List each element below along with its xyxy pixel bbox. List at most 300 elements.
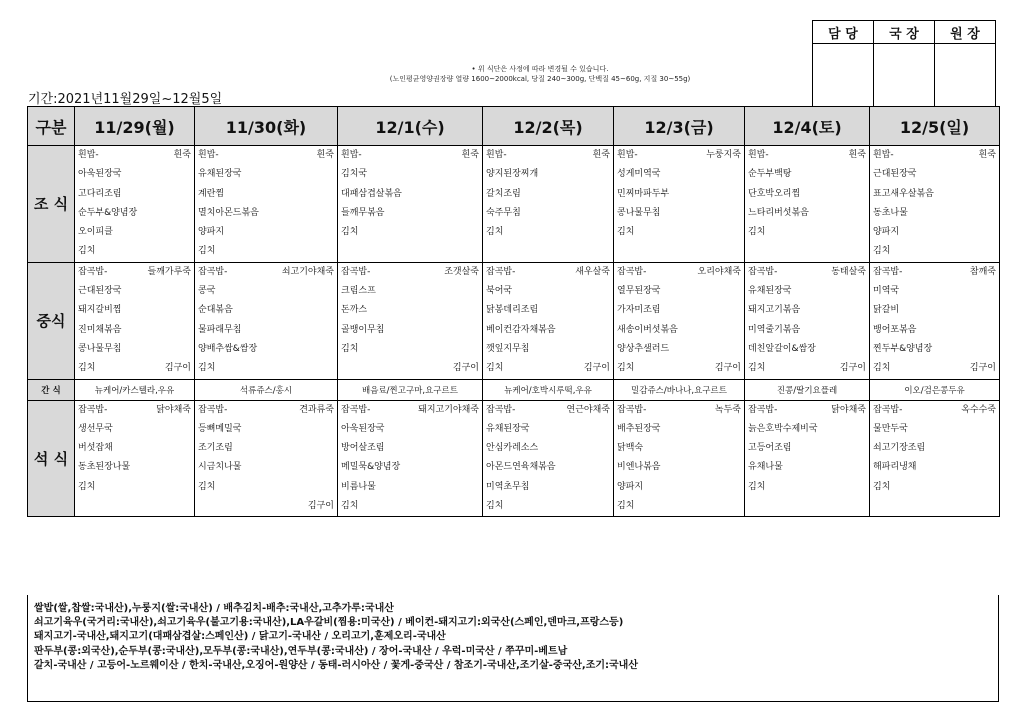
approval-box (812, 20, 996, 107)
menu-item: 잡곡밥- (617, 266, 647, 277)
menu-cell (338, 262, 483, 379)
menu-line (870, 204, 999, 223)
menu-item: 성게미역국 (617, 169, 661, 180)
menu-line (195, 301, 337, 320)
menu-cell (75, 400, 195, 517)
menu-line (614, 146, 744, 165)
menu-item: 데친알갈이&쌈장 (748, 343, 816, 354)
menu-item: 고다리조림 (78, 188, 122, 199)
menu-line (75, 301, 194, 320)
menu-item: 김치 (341, 227, 359, 238)
menu-item-side: 녹두죽 (714, 404, 741, 415)
meal-row (28, 262, 1000, 379)
menu-line (745, 359, 869, 378)
menu-item: 양파지 (617, 481, 644, 492)
menu-item: 물만두국 (873, 423, 908, 434)
menu-item: 근대된장국 (873, 169, 917, 180)
menu-line (483, 478, 613, 497)
menu-line (338, 282, 482, 301)
menu-line (614, 223, 744, 242)
menu-line (75, 282, 194, 301)
menu-item-side: 흰죽 (316, 150, 334, 160)
menu-line (483, 223, 613, 242)
menu-line (483, 340, 613, 359)
menu-item: 고등어조림 (748, 443, 792, 454)
menu-item: 잡곡밥- (486, 404, 516, 415)
menu-item: 김치 (748, 363, 766, 374)
menu-item: 유채된장국 (748, 286, 792, 297)
menu-line (870, 146, 999, 165)
menu-item-side: 김구이 (714, 363, 741, 374)
menu-cell (745, 146, 870, 263)
menu-line (870, 223, 999, 242)
meal-label: 간 식 (28, 379, 75, 400)
menu-line (195, 497, 337, 516)
menu-item: 배추된장국 (617, 423, 661, 434)
menu-line (195, 223, 337, 242)
menu-item-side: 흰죽 (461, 150, 479, 160)
menu-item: 김치 (198, 481, 216, 492)
origin-line: 쌀밥(쌀,찹쌀:국내산),누룽지(쌀:국내산) / 배추김치-배추:국내산,고추가루:국내산 (34, 603, 394, 614)
menu-item: 미역국 (873, 286, 900, 297)
menu-line (338, 420, 482, 439)
meal-label: 중식 (28, 262, 75, 379)
period-label: 기간:2021년11월29일~12월5일 (28, 92, 223, 107)
menu-item: 새송이버섯볶음 (617, 324, 678, 335)
menu-line (195, 242, 337, 261)
menu-line (614, 185, 744, 204)
menu-item: 시금치나물 (198, 462, 242, 473)
menu-item: 느타리버섯볶음 (748, 207, 809, 218)
menu-item: 잡곡밥- (748, 404, 778, 415)
menu-item: 숙주무침 (486, 207, 521, 218)
menu-cell (195, 262, 338, 379)
menu-item: 깻잎지무침 (486, 343, 530, 354)
menu-line (870, 340, 999, 359)
menu-item: 유채된장국 (486, 423, 530, 434)
menu-item: 갈치조림 (486, 188, 521, 199)
menu-item-side: 김구이 (839, 363, 866, 374)
sign-cell (935, 44, 996, 107)
menu-line (75, 420, 194, 439)
day-header: 12/2(목) (483, 107, 614, 146)
menu-line (483, 301, 613, 320)
menu-item-side: 흰죽 (848, 150, 866, 160)
menu-item: 닭갈비 (873, 305, 900, 316)
meal-row (28, 400, 1000, 517)
menu-item: 흰밥- (873, 150, 894, 160)
menu-item: 가자미조림 (617, 305, 661, 316)
menu-line (870, 263, 999, 282)
menu-item-side: 조갯살죽 (444, 266, 479, 277)
menu-item: 순두부&양념장 (78, 207, 138, 218)
menu-line (195, 359, 337, 378)
menu-item: 김치 (617, 227, 635, 238)
menu-line (870, 301, 999, 320)
menu-cell (483, 146, 614, 263)
menu-line (614, 165, 744, 184)
menu-line (483, 146, 613, 165)
menu-line (483, 185, 613, 204)
menu-line (614, 321, 744, 340)
meal-label: 석 식 (28, 400, 75, 517)
menu-cell (483, 262, 614, 379)
menu-line (483, 401, 613, 420)
menu-item: 김치 (198, 246, 216, 257)
menu-item: 방어살조림 (341, 443, 385, 454)
menu-line (745, 340, 869, 359)
origin-line: 갈치-국내산 / 고등어-노르웨이산 / 한치-국내산,오징어-원양산 / 동태-러시아산 / 꽃게-중국산 / 참조기-국내산,조기살-중국산,조기:국내산 (34, 659, 638, 671)
menu-line (614, 282, 744, 301)
meal-row (28, 146, 1000, 263)
menu-line (75, 165, 194, 184)
menu-line (745, 263, 869, 282)
menu-line (195, 420, 337, 439)
menu-line (338, 340, 482, 359)
menu-line (614, 401, 744, 420)
menu-line (870, 185, 999, 204)
menu-item: 베이컨감자채볶음 (486, 324, 556, 335)
menu-line (75, 146, 194, 165)
menu-cell (614, 400, 745, 517)
menu-line (195, 458, 337, 477)
menu-line (338, 165, 482, 184)
menu-item: 잡곡밥- (198, 404, 228, 415)
menu-item: 등뼈메밀국 (198, 423, 242, 434)
menu-item: 김치 (748, 227, 766, 238)
menu-item: 양파지 (198, 227, 225, 238)
sign-cell (874, 44, 935, 107)
menu-line (870, 242, 999, 261)
menu-item: 김치 (617, 501, 635, 512)
menu-line (614, 420, 744, 439)
menu-line (338, 204, 482, 223)
snack-cell: 배음료/찐고구마,요구르트 (338, 379, 483, 400)
menu-line (75, 458, 194, 477)
menu-item: 김치 (617, 363, 635, 374)
day-header: 12/1(수) (338, 107, 483, 146)
menu-cell (870, 146, 1000, 263)
menu-item: 콩나물무침 (617, 207, 661, 218)
menu-item-side: 견과류죽 (299, 404, 334, 415)
menu-line (745, 282, 869, 301)
menu-item: 김치 (78, 363, 96, 374)
menu-item-side: 닭야채죽 (156, 404, 191, 415)
menu-line (75, 478, 194, 497)
menu-line (195, 340, 337, 359)
menu-line (870, 321, 999, 340)
menu-item: 김치국 (341, 169, 368, 180)
menu-item: 김치 (873, 481, 891, 492)
menu-item: 골뱅이무침 (341, 324, 385, 335)
day-header: 11/30(화) (195, 107, 338, 146)
menu-item-side: 동태살죽 (831, 266, 866, 277)
menu-line (483, 204, 613, 223)
menu-item-side: 김구이 (583, 363, 610, 374)
menu-line (195, 165, 337, 184)
approval-manager: 담 당 (813, 21, 874, 44)
menu-cell (75, 146, 195, 263)
snack-row (28, 379, 1000, 400)
menu-item-side: 쇠고기야채죽 (281, 266, 334, 277)
menu-line (75, 497, 194, 516)
menu-line (338, 439, 482, 458)
menu-item: 표고새우살볶음 (873, 188, 934, 199)
menu-line (338, 263, 482, 282)
menu-line (870, 165, 999, 184)
menu-item: 김치 (748, 481, 766, 492)
menu-item: 비름나물 (341, 481, 376, 492)
menu-line (614, 497, 744, 516)
menu-item: 잡곡밥- (486, 266, 516, 277)
menu-item: 아욱된장국 (78, 169, 122, 180)
menu-line (483, 359, 613, 378)
menu-item-side: 김구이 (164, 363, 191, 374)
menu-line (195, 263, 337, 282)
menu-line (195, 478, 337, 497)
menu-line (75, 340, 194, 359)
menu-item: 민찌마파두부 (617, 188, 670, 199)
menu-item: 유채된장국 (198, 169, 242, 180)
menu-item: 아몬드연육채볶음 (486, 462, 556, 473)
menu-item-side: 연근야채죽 (566, 404, 610, 415)
menu-item: 비엔나볶음 (617, 462, 661, 473)
menu-line (745, 497, 869, 516)
menu-item: 메밀묵&양념장 (341, 462, 401, 473)
menu-line (75, 401, 194, 420)
menu-item: 열무된장국 (617, 286, 661, 297)
header-label: 구분 (28, 107, 75, 146)
menu-line (614, 340, 744, 359)
menu-line (745, 204, 869, 223)
menu-cell (338, 146, 483, 263)
menu-item-side: 누룽지죽 (706, 150, 741, 160)
menu-line (745, 223, 869, 242)
menu-item: 찐두부&양념장 (873, 343, 933, 354)
menu-line (745, 301, 869, 320)
menu-cell (338, 400, 483, 517)
menu-item: 김치 (486, 501, 504, 512)
menu-cell (75, 262, 195, 379)
menu-line (195, 439, 337, 458)
menu-item: 물파래무침 (198, 324, 242, 335)
menu-line (195, 401, 337, 420)
menu-cell (483, 400, 614, 517)
menu-line (195, 204, 337, 223)
menu-item: 동초나물 (873, 207, 908, 218)
menu-item: 해파리냉채 (873, 462, 917, 473)
menu-item-side: 돼지고기야채죽 (418, 404, 479, 415)
menu-line (483, 321, 613, 340)
menu-line (483, 497, 613, 516)
menu-line (75, 321, 194, 340)
menu-cell (745, 262, 870, 379)
menu-line (870, 282, 999, 301)
menu-item: 잡곡밥- (341, 404, 371, 415)
menu-line (745, 185, 869, 204)
menu-line (338, 478, 482, 497)
snack-cell: 뉴케어/호박시루떡,우유 (483, 379, 614, 400)
menu-item: 계란찜 (198, 188, 225, 199)
menu-line (614, 478, 744, 497)
menu-item: 잡곡밥- (873, 404, 903, 415)
menu-line (614, 204, 744, 223)
menu-item: 진미채볶음 (78, 324, 122, 335)
menu-item: 잡곡밥- (341, 266, 371, 277)
menu-cell (870, 400, 1000, 517)
menu-item: 잡곡밥- (78, 404, 108, 415)
menu-line (483, 439, 613, 458)
menu-line (195, 185, 337, 204)
menu-cell (614, 262, 745, 379)
menu-item-side: 흰죽 (978, 150, 996, 160)
menu-item-side: 오리야채죽 (697, 266, 741, 277)
menu-item: 잡곡밥- (873, 266, 903, 277)
menu-item: 콩나물무침 (78, 343, 122, 354)
snack-cell: 진콩/딸기요플레 (745, 379, 870, 400)
menu-item: 흰밥- (617, 150, 638, 160)
menu-line (745, 401, 869, 420)
menu-item: 양상추샐러드 (617, 343, 670, 354)
menu-cell (195, 400, 338, 517)
menu-item: 순두부백탕 (748, 169, 792, 180)
menu-item: 뱅어포볶음 (873, 324, 917, 335)
menu-item: 버섯잡채 (78, 443, 113, 454)
menu-line (338, 146, 482, 165)
menu-item: 돼지갈비찜 (78, 305, 122, 316)
menu-item: 김치 (486, 227, 504, 238)
menu-item: 멸치아몬드볶음 (198, 207, 259, 218)
menu-item: 대패삼겹살볶음 (341, 188, 402, 199)
menu-item: 동초된장나물 (78, 462, 131, 473)
menu-line (870, 497, 999, 516)
menu-item: 늙은호박수제비국 (748, 423, 818, 434)
menu-line (75, 439, 194, 458)
menu-item: 잡곡밥- (198, 266, 228, 277)
menu-line (75, 204, 194, 223)
snack-cell: 밀감쥬스/바나나,요구르트 (614, 379, 745, 400)
menu-line (870, 359, 999, 378)
menu-item: 김치 (78, 481, 96, 492)
menu-line (338, 301, 482, 320)
menu-item: 단호박오리찜 (748, 188, 801, 199)
origin-line: 쇠고기육우(국거리:국내산),쇠고기육우(불고기용:국내산),LA우갈비(찜용:미국산) / 베이컨-돼지고기:외국산(스페인,덴마크,프랑스등) (34, 617, 624, 629)
menu-cell (195, 146, 338, 263)
menu-item: 김치 (341, 501, 359, 512)
menu-item: 아욱된장국 (341, 423, 385, 434)
menu-item: 양파지 (873, 227, 900, 238)
menu-line (75, 223, 194, 242)
menu-line (483, 242, 613, 261)
menu-line (483, 458, 613, 477)
menu-item: 북어국 (486, 286, 513, 297)
menu-item: 잡곡밥- (78, 266, 108, 277)
menu-item-side: 흰죽 (173, 150, 191, 160)
menu-line (745, 458, 869, 477)
menu-item: 흰밥- (486, 150, 507, 160)
menu-line (483, 165, 613, 184)
origin-line: 판두부(콩:외국산),순두부(콩:국내산),모두부(콩:국내산),연두부(콩:국내산) / 장어-국내산 / 우럭-미국산 / 쭈꾸미-베트남 (34, 645, 568, 657)
menu-item-side: 들깨가루죽 (147, 266, 191, 277)
menu-line (745, 242, 869, 261)
menu-cell (870, 262, 1000, 379)
day-header: 12/5(일) (870, 107, 1000, 146)
menu-item: 안심카레소스 (486, 443, 539, 454)
notice-line: • 위 식단은 사정에 따라 변경될 수 있습니다. (471, 65, 609, 73)
menu-line (338, 321, 482, 340)
day-header: 12/3(금) (614, 107, 745, 146)
menu-line (870, 458, 999, 477)
menu-line (195, 321, 337, 340)
menu-line (745, 321, 869, 340)
menu-line (614, 263, 744, 282)
meal-label: 조 식 (28, 146, 75, 263)
menu-line (483, 420, 613, 439)
menu-line (195, 282, 337, 301)
menu-line (338, 242, 482, 261)
header-row (28, 107, 1000, 146)
menu-line (338, 497, 482, 516)
menu-line (75, 359, 194, 378)
origin-notes (27, 595, 999, 702)
menu-line (614, 242, 744, 261)
snack-cell: 석류쥬스/홍시 (195, 379, 338, 400)
menu-line (338, 458, 482, 477)
menu-line (338, 401, 482, 420)
menu-item: 양지된장찌개 (486, 169, 539, 180)
menu-line (745, 146, 869, 165)
menu-line (614, 301, 744, 320)
menu-item: 오이피클 (78, 227, 113, 238)
menu-line (614, 458, 744, 477)
menu-item: 순대볶음 (198, 305, 233, 316)
menu-line (75, 242, 194, 261)
menu-item: 쇠고기장조림 (873, 443, 926, 454)
menu-item: 흰밥- (341, 150, 362, 160)
menu-line (614, 359, 744, 378)
menu-line (870, 478, 999, 497)
snack-cell: 뉴케어/카스텔라,우유 (75, 379, 195, 400)
menu-item: 닭백숙 (617, 443, 644, 454)
menu-line (195, 146, 337, 165)
snack-cell: 이오/검은콩두유 (870, 379, 1000, 400)
menu-line (338, 359, 482, 378)
menu-item-side: 옥수수죽 (961, 404, 996, 415)
menu-item: 김치 (873, 363, 891, 374)
menu-item: 흰밥- (198, 150, 219, 160)
sign-cell (813, 44, 874, 107)
menu-line (483, 263, 613, 282)
approval-director: 국 장 (874, 21, 935, 44)
menu-item: 김치 (341, 343, 359, 354)
day-header: 12/4(토) (745, 107, 870, 146)
menu-item: 근대된장국 (78, 286, 122, 297)
menu-item: 돈까스 (341, 305, 368, 316)
menu-item-side: 닭야채죽 (831, 404, 866, 415)
menu-item: 미역초무침 (486, 481, 530, 492)
nutrition-note: (노인평균영양권장량 열량 1600~2000kcal, 당질 240~300g, 단백질 45~60g, 지질 30~55g) (389, 75, 691, 83)
menu-item: 들깨무볶음 (341, 207, 385, 218)
menu-line (75, 263, 194, 282)
menu-item: 유채나물 (748, 462, 783, 473)
menu-line (870, 420, 999, 439)
menu-item: 콩국 (198, 286, 216, 297)
menu-item: 미역줄기볶음 (748, 324, 801, 335)
approval-head: 원 장 (935, 21, 996, 44)
menu-item-side: 참깨죽 (969, 266, 996, 277)
notice (330, 64, 750, 84)
menu-item: 잡곡밥- (748, 266, 778, 277)
